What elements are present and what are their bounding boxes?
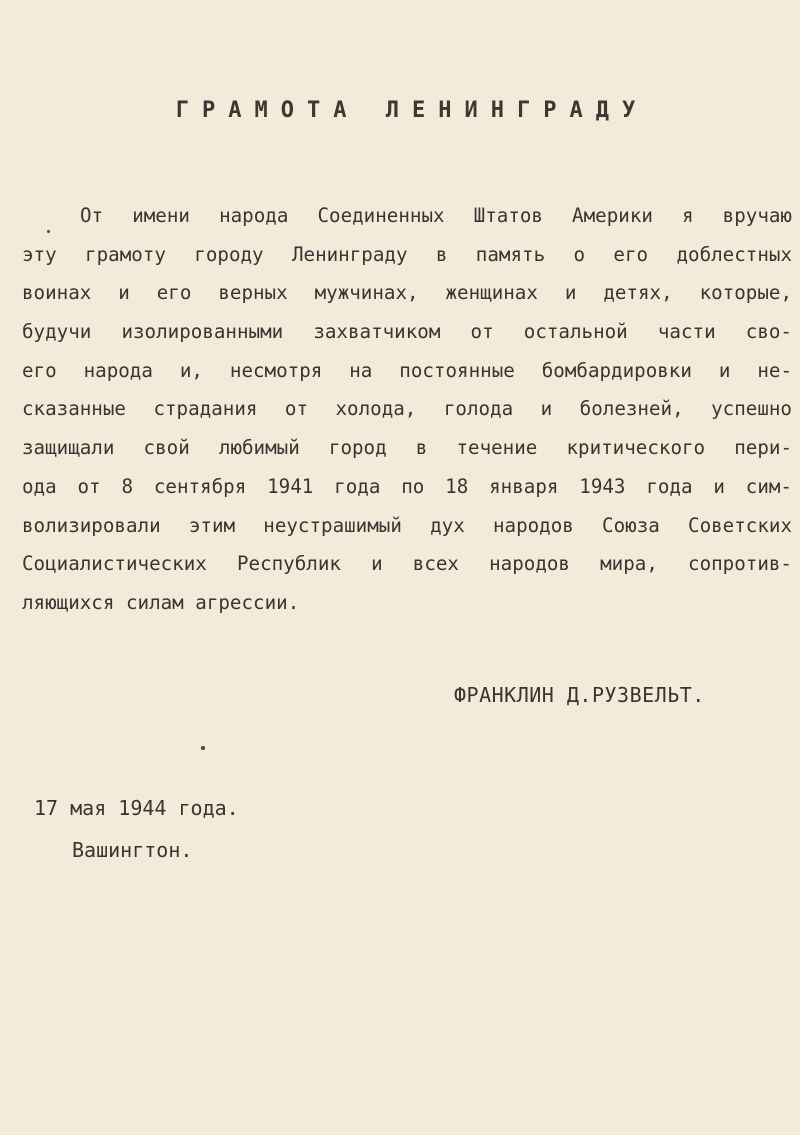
body-line: От имени народа Соединенных Штатов Америки я вручаю bbox=[80, 204, 792, 227]
body-line: будучи изолированными захватчиком от остальной части сво- bbox=[22, 320, 792, 344]
body-line: Социалистических Республик и всех народов мира, сопротив- bbox=[22, 552, 792, 576]
body-line: ляющихся силам агрессии. bbox=[22, 590, 300, 614]
body-line: его народа и, несмотря на постоянные бомбардировки и не- bbox=[22, 358, 792, 382]
document-date: 17 мая 1944 года. bbox=[34, 796, 239, 820]
document-title: ГРАМОТА ЛЕНИНГРАДУ bbox=[175, 98, 649, 123]
document-body bbox=[22, 197, 792, 623]
body-line: ода от 8 сентября 1941 года по 18 января 1943 года и сим- bbox=[22, 474, 792, 498]
body-line: волизировали этим неустрашимый дух народов Союза Советских bbox=[22, 513, 792, 537]
body-line: сказанные страдания от холода, голода и болезней, успешно bbox=[22, 397, 792, 421]
body-line: защищали свой любимый город в течение критического пери- bbox=[22, 436, 792, 460]
paper-speck bbox=[201, 746, 205, 750]
paper-speck bbox=[47, 230, 50, 233]
body-line: эту грамоту городу Ленинграду в память о его доблестных bbox=[22, 242, 792, 266]
body-line: воинах и его верных мужчинах, женщинах и детях, которые, bbox=[22, 281, 792, 305]
document-place: Вашингтон. bbox=[72, 838, 193, 862]
signature: ФРАНКЛИН Д.РУЗВЕЛЬТ. bbox=[454, 683, 705, 707]
